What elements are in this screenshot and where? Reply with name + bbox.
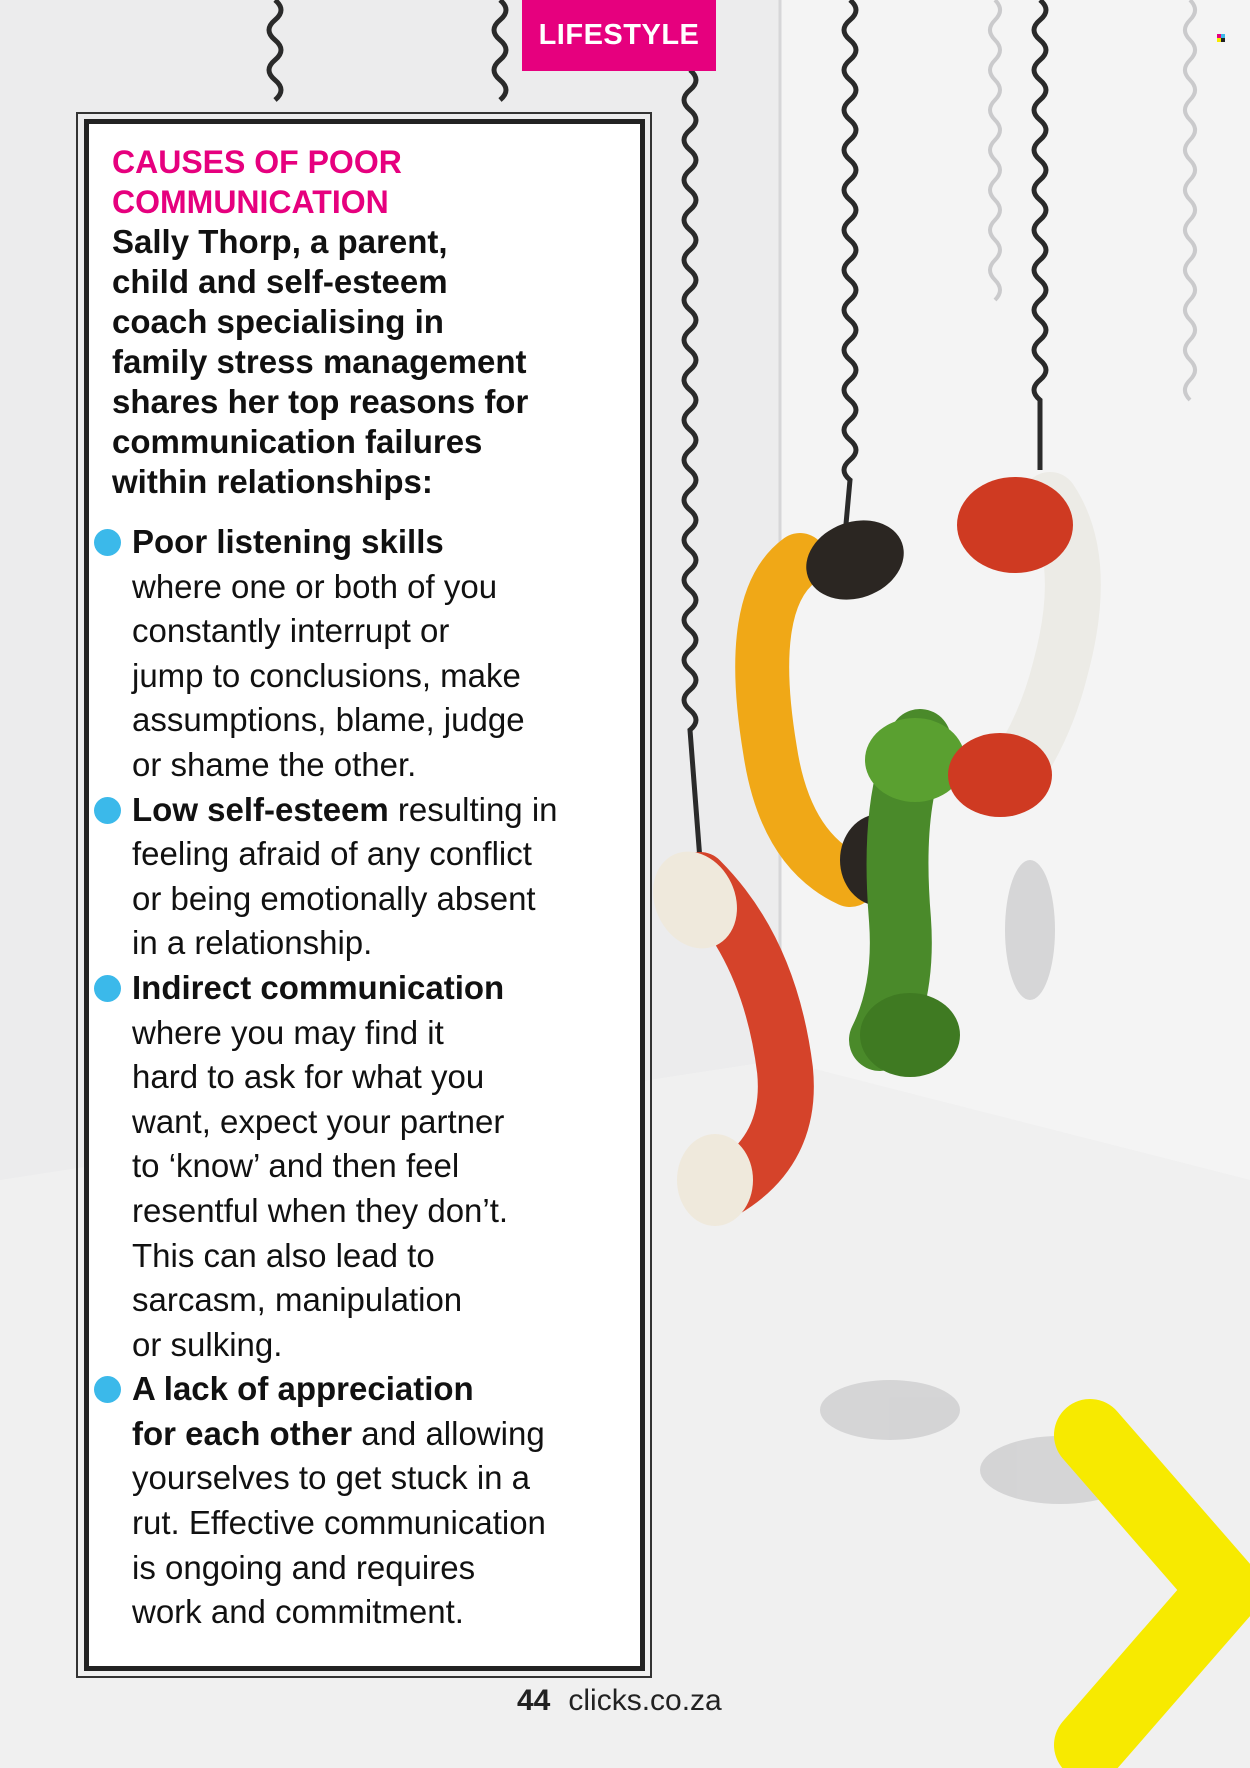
- item-text-line: is ongoing and requires: [132, 1548, 476, 1586]
- list-item: [94, 788, 654, 966]
- intro-line: within relationships:: [112, 463, 433, 500]
- item-text-line: This can also lead to: [132, 1236, 435, 1274]
- intro-paragraph: [112, 222, 632, 502]
- item-text-line: yourselves to get stuck in a: [132, 1459, 531, 1497]
- item-text-line: or sulking.: [132, 1325, 283, 1363]
- intro-line: child and self-esteem: [112, 263, 448, 300]
- item-text-line: rut. Effective communication: [132, 1504, 546, 1542]
- item-text: resulting in: [388, 790, 558, 828]
- section-tag-lifestyle: LIFESTYLE: [522, 0, 716, 71]
- item-text-line: in a relationship.: [132, 924, 373, 962]
- item-text-line: constantly interrupt or: [132, 612, 450, 650]
- item-text-line: work and commitment.: [132, 1593, 464, 1631]
- item-text-line: hard to ask for what you: [132, 1058, 485, 1096]
- intro-line: Sally Thorp, a parent,: [112, 223, 448, 260]
- intro-line: shares her top reasons for: [112, 383, 529, 420]
- intro-line: communication failures: [112, 423, 483, 460]
- item-text-line: where you may find it: [132, 1013, 444, 1051]
- intro-line: family stress management: [112, 343, 527, 380]
- item-text-line: or shame the other.: [132, 745, 417, 783]
- item-text-line: to ‘know’ and then feel: [132, 1147, 460, 1185]
- item-text-line: or being emotionally absent: [132, 879, 536, 917]
- item-text-line: resentful when they don’t.: [132, 1191, 509, 1229]
- item-text-line: feeling afraid of any conflict: [132, 835, 532, 873]
- article-heading: [112, 142, 612, 222]
- item-text-line: want, expect your partner: [132, 1102, 505, 1140]
- item-title: A lack of appreciation: [132, 1370, 474, 1408]
- item-text-line: where one or both of you: [132, 567, 498, 605]
- heading-line: CAUSES OF POOR: [112, 144, 402, 180]
- item-text-line: assumptions, blame, judge: [132, 701, 525, 739]
- causes-list: [94, 520, 654, 1635]
- page-footer: [517, 1684, 722, 1718]
- list-item: [94, 966, 654, 1367]
- bullet-dot-icon: [94, 797, 121, 824]
- item-text-line: sarcasm, manipulation: [132, 1281, 463, 1319]
- registration-mark-icon: [1217, 34, 1225, 42]
- list-item: [94, 1367, 654, 1635]
- item-title: for each other: [132, 1414, 353, 1452]
- page-number: 44: [517, 1684, 551, 1717]
- item-title: Indirect communication: [132, 968, 505, 1006]
- bullet-dot-icon: [94, 975, 121, 1002]
- bullet-dot-icon: [94, 1376, 121, 1403]
- list-item: [94, 520, 654, 788]
- site-url: clicks.co.za: [568, 1684, 722, 1717]
- heading-line: COMMUNICATION: [112, 184, 389, 220]
- item-text: and allowing: [352, 1414, 545, 1452]
- item-title: Low self-esteem: [132, 790, 389, 828]
- item-text-line: jump to conclusions, make: [132, 656, 521, 694]
- bullet-dot-icon: [94, 529, 121, 556]
- item-title: Poor listening skills: [132, 523, 444, 560]
- intro-line: coach specialising in: [112, 303, 444, 340]
